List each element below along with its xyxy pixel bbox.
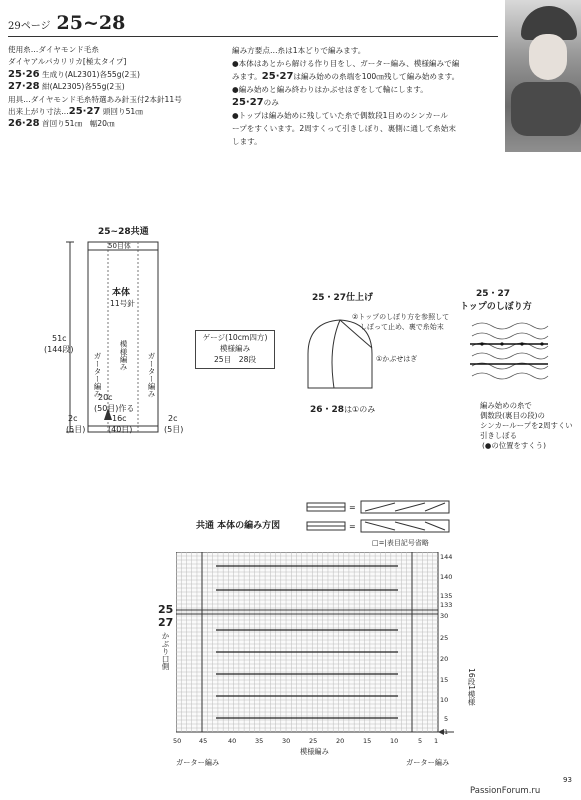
cast-on-stitches: (50目)作る bbox=[94, 404, 135, 413]
chart-title: 共通 本体の編み方図 bbox=[196, 521, 281, 531]
chart-side-num-2: 27 bbox=[158, 616, 174, 629]
body-needle: 11号針 bbox=[110, 299, 135, 308]
chart-col-label: 50 bbox=[173, 737, 182, 745]
materials-line: 用具…ダイヤモンド毛糸特選あみ針玉付2本針11号 bbox=[8, 94, 182, 104]
instruction-line: ープをすくいます。2周すくって引きしぼり、裏側に通して糸始末 bbox=[232, 124, 456, 133]
chart-col-label: 20 bbox=[336, 737, 345, 745]
body-height-rows: (144段) bbox=[44, 345, 74, 354]
chart-row-label: 133 bbox=[440, 601, 453, 609]
instruction-line: 25·27のみ bbox=[232, 97, 279, 108]
chart-col-label: 15 bbox=[363, 737, 372, 745]
chart-col-label: 10 bbox=[390, 737, 399, 745]
middle-width: 16c bbox=[112, 414, 127, 423]
top-gather-diagram bbox=[468, 318, 550, 390]
chart-row-label: 5 bbox=[444, 715, 449, 723]
chart-legend: □=|表目記号省略 bbox=[372, 539, 429, 547]
svg-text:=: = bbox=[349, 503, 356, 512]
chart-row-label: 140 bbox=[440, 573, 453, 581]
materials-block bbox=[8, 44, 228, 131]
cast-on-width: 20c bbox=[98, 393, 113, 402]
left-edge-width: 2c bbox=[68, 414, 78, 423]
top-caption-4: 引きしぼる bbox=[480, 431, 517, 440]
chart-col-label: 40 bbox=[228, 737, 237, 745]
chart-garter-right: ガーター編み bbox=[406, 758, 450, 767]
finish-subnote: 26・28は①のみ bbox=[310, 405, 376, 415]
chart-row-label: 15 bbox=[440, 676, 449, 684]
page-header bbox=[8, 12, 125, 34]
gauge-pattern: 模様編み bbox=[219, 344, 251, 353]
gauge-title: ゲージ(10cm四方) bbox=[202, 333, 268, 342]
chart-side-num-1: 25 bbox=[158, 603, 174, 616]
instruction-line: みます。25·27は編み始めの糸端を100㎝残して編み始めます。 bbox=[232, 71, 460, 82]
chart-col-label: 25 bbox=[309, 737, 318, 745]
chart-garter-left: ガーター編み bbox=[176, 758, 220, 767]
materials-line: 出来上がり寸法…25·27 頭回り51㎝ bbox=[8, 106, 143, 118]
finish-note-2: しぼって止め、裏で糸始末 bbox=[360, 323, 444, 331]
header-rule bbox=[8, 36, 498, 37]
finish-note-1: ②トップのしぼり方を参照して bbox=[352, 313, 450, 321]
chart-right-label: 16段1模様 bbox=[467, 668, 476, 706]
body-diagram-title: 25~28共通 bbox=[98, 227, 149, 237]
chart-row-label: 135 bbox=[440, 592, 453, 600]
materials-line: 26·28 首回り51㎝ 幅20㎝ bbox=[8, 118, 115, 130]
body-garter-right: ガーター編み bbox=[147, 352, 156, 398]
chart-row-label: 10 bbox=[440, 696, 449, 704]
body-height: 51c bbox=[52, 334, 67, 343]
page-prefix: 29ページ bbox=[8, 21, 51, 32]
instruction-line: ●本体はあとから解ける作り目をし、ガーター編み、模様編みで編 bbox=[232, 59, 460, 68]
chart-pattern-label: 模様編み bbox=[300, 747, 329, 756]
finish-title: 25・27仕上げ bbox=[312, 293, 374, 303]
chart-row-label: 20 bbox=[440, 655, 449, 663]
finish-note-3: ①かぶせはぎ bbox=[376, 355, 418, 363]
stitch-chart bbox=[176, 552, 476, 757]
right-edge-stitches: (5目) bbox=[164, 425, 184, 434]
svg-text:=: = bbox=[349, 522, 356, 531]
chart-col-label: 5 bbox=[418, 737, 423, 745]
top-caption-3: シンカーループを2周すくい bbox=[480, 421, 573, 430]
model-photo bbox=[505, 0, 581, 152]
chart-col-label: 35 bbox=[255, 737, 264, 745]
body-pattern-label: 模様編み bbox=[119, 340, 128, 371]
instruction-line: します。 bbox=[232, 137, 262, 146]
right-edge-width: 2c bbox=[168, 414, 178, 423]
page-number: 93 bbox=[563, 776, 572, 784]
instruction-line: ●トップは編み始めに残していた糸で偶数段1目めのシンカール bbox=[232, 111, 448, 120]
gauge-values: 25目 28段 bbox=[213, 355, 257, 364]
chart-col-label: 30 bbox=[282, 737, 291, 745]
chart-row-label: 1 bbox=[444, 728, 449, 736]
materials-line: ダイヤアルパカリリカ[極太タイプ] bbox=[8, 57, 127, 67]
middle-stitches: (40目) bbox=[108, 425, 133, 434]
top-title: トップのしぼり方 bbox=[460, 302, 532, 312]
top-caption-1: 編み始めの糸で bbox=[480, 401, 532, 410]
top-caption-5: (●の位置をすくう) bbox=[482, 441, 546, 450]
materials-line: 27·28 紺(AL2305)各55g(2玉) bbox=[8, 81, 125, 93]
body-top-count: 50目体 bbox=[108, 242, 131, 250]
top-title-numbers: 25・27 bbox=[476, 289, 511, 299]
pattern-numbers: 25~28 bbox=[56, 12, 126, 34]
top-caption-2: 偶数段(裏目の段)の bbox=[480, 411, 545, 420]
instructions-block bbox=[232, 44, 500, 148]
body-name: 本体 bbox=[112, 288, 131, 298]
photo-scarf bbox=[511, 82, 581, 136]
chart-row-label: 30 bbox=[440, 612, 449, 620]
photo-face bbox=[529, 34, 567, 80]
instruction-line: ●編み始めと編み終わりはかぶせはぎをして輪にします。 bbox=[232, 85, 428, 94]
chart-row-label: 144 bbox=[440, 553, 453, 561]
chart-col-label: 1 bbox=[434, 737, 439, 745]
chart-col-label: 45 bbox=[199, 737, 208, 745]
left-edge-stitches: (5目) bbox=[66, 425, 86, 434]
materials-line: 25·26 生成り(AL2301)各55g(2玉) bbox=[8, 68, 140, 80]
symbol-legend bbox=[305, 498, 455, 542]
chart-row-label: 25 bbox=[440, 634, 449, 642]
instruction-line: 編み方要点…糸は1本どりで編みます。 bbox=[232, 46, 366, 55]
body-garter-left: ガーター編み bbox=[93, 352, 102, 398]
gauge-box bbox=[195, 330, 275, 369]
materials-line: 使用糸…ダイヤモンド毛糸 bbox=[8, 45, 99, 54]
chart-side-text: かぶり口側 bbox=[161, 632, 170, 670]
watermark: PassionForum.ru bbox=[470, 786, 541, 796]
